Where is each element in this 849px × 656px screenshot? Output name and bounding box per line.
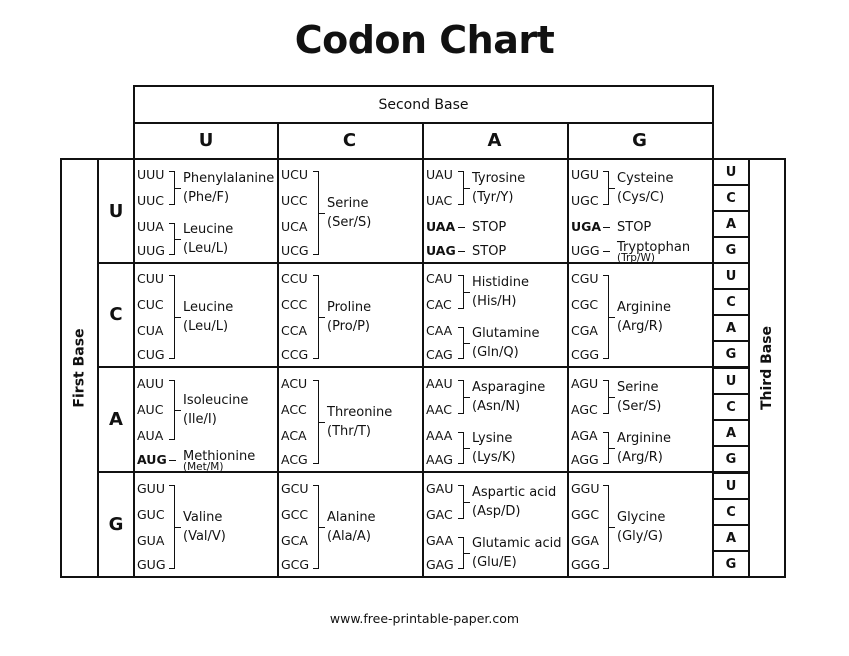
codon: UGC (571, 193, 599, 208)
amino-acid-abbr: (Ser/S) (327, 215, 372, 230)
codon: UUA (137, 219, 164, 234)
codon: CUA (137, 323, 164, 338)
codon: GAA (426, 533, 454, 548)
bracket-tick (175, 527, 181, 528)
bracket-tick (609, 397, 615, 398)
third-base-a-u: U (712, 367, 750, 395)
codon: CCG (281, 347, 309, 362)
amino-acid-abbr: (Lys/K) (472, 450, 516, 465)
codon: AUU (137, 376, 164, 391)
amino-acid-name: Isoleucine (183, 393, 249, 408)
codon: UAC (426, 193, 453, 208)
amino-acid-name: Serine (617, 380, 659, 395)
codon: UUG (137, 243, 165, 258)
codon: GAC (426, 507, 453, 522)
codon: UAU (426, 167, 453, 182)
codon: CGA (571, 323, 598, 338)
amino-acid-abbr: (Ile/I) (183, 412, 217, 427)
amino-acid (617, 378, 661, 416)
amino-acid-name: Phenylalanine (183, 171, 275, 186)
amino-acid-name: STOP (472, 220, 507, 235)
amino-acid-name: Cysteine (617, 171, 674, 186)
bracket-tick (175, 239, 181, 240)
bracket-tick (609, 448, 615, 449)
page-title: Codon Chart (294, 18, 555, 62)
amino-acid-name: STOP (617, 220, 652, 235)
bracket-tick (464, 188, 470, 189)
codon: CAG (426, 347, 453, 362)
amino-acid-abbr: (Trp/W) (617, 252, 655, 264)
amino-acid (183, 391, 248, 429)
codon: GUU (137, 481, 165, 496)
third-base-g-c: C (712, 498, 750, 526)
codon: CGU (571, 271, 599, 286)
codon: CGC (571, 297, 599, 312)
amino-acid-abbr: (Met/M) (183, 461, 224, 473)
amino-acid (183, 169, 274, 207)
third-base-a-a: A (712, 419, 750, 447)
codon: CAU (426, 271, 453, 286)
amino-acid-name: Glycine (617, 510, 666, 525)
amino-acid-abbr: (Tyr/Y) (472, 190, 514, 205)
codon: ACG (281, 452, 308, 467)
amino-acid-name: Asparagine (472, 380, 546, 395)
amino-acid-abbr: (Val/V) (183, 529, 226, 544)
amino-acid-name: Leucine (183, 300, 234, 315)
amino-acid-name: Arginine (617, 300, 671, 315)
amino-acid-abbr: (Ser/S) (617, 399, 662, 414)
amino-acid-abbr: (Ala/A) (327, 529, 371, 544)
third-base-g-u: U (712, 472, 750, 500)
amino-acid (617, 298, 671, 336)
amino-acid (617, 169, 674, 207)
bracket-dash (603, 251, 610, 252)
amino-acid (617, 429, 671, 467)
codon: GGA (571, 533, 599, 548)
second-base-g: G (567, 122, 714, 160)
first-base-a: A (97, 367, 135, 473)
codon: GGG (571, 557, 601, 572)
amino-acid (472, 534, 562, 572)
first-base-u: U (97, 158, 135, 264)
amino-acid (183, 220, 233, 258)
amino-acid (183, 508, 226, 546)
codon: AAG (426, 452, 453, 467)
third-base-c-u: U (712, 262, 750, 290)
third-base-c-g: G (712, 340, 750, 368)
codon: CUG (137, 347, 165, 362)
third-base-a-g: G (712, 445, 750, 473)
amino-acid-abbr: (Leu/L) (183, 319, 229, 334)
codon: UUC (137, 193, 165, 208)
bracket-tick (319, 422, 325, 423)
amino-acid-abbr: (Phe/F) (183, 190, 230, 205)
third-base-label: Third Base (759, 325, 775, 411)
amino-acid-name: Proline (327, 300, 372, 315)
codon: AAA (426, 428, 453, 443)
third-base-u-c: C (712, 184, 750, 212)
amino-acid-name: Tyrosine (472, 171, 526, 186)
amino-acid (472, 378, 545, 416)
amino-acid-name: Threonine (327, 405, 393, 420)
bracket-dash (169, 460, 176, 461)
bracket-tick (464, 502, 470, 503)
amino-acid-name: Aspartic acid (472, 485, 557, 500)
amino-acid-name: Valine (183, 510, 223, 525)
amino-acid-name: Methionine (183, 449, 256, 464)
amino-acid-name: Glutamine (472, 326, 540, 341)
codon: AGA (571, 428, 598, 443)
codon: AGC (571, 402, 598, 417)
third-base-u-g: G (712, 236, 750, 264)
amino-acid (327, 403, 392, 441)
codon: GUC (137, 507, 165, 522)
amino-acid (472, 273, 529, 311)
amino-acid-name: Lysine (472, 431, 513, 446)
amino-acid-abbr: (Asn/N) (472, 399, 521, 414)
codon: UCA (281, 219, 308, 234)
second-base-c: C (277, 122, 424, 160)
amino-acid-abbr: (Gly/G) (617, 529, 663, 544)
bracket-dash (458, 251, 465, 252)
codon: GGC (571, 507, 600, 522)
amino-acid (183, 451, 255, 473)
footer-url: www.free-printable-paper.com (329, 611, 520, 626)
codon: GCC (281, 507, 309, 522)
amino-acid (327, 508, 376, 546)
amino-acid-abbr: (Cys/C) (617, 190, 665, 205)
codon: GAU (426, 481, 454, 496)
amino-acid-name: Leucine (183, 222, 234, 237)
amino-acid-abbr: (Gln/Q) (472, 345, 519, 360)
third-base-u-u: U (712, 158, 750, 186)
amino-acid (183, 298, 233, 336)
amino-acid-name: Tryptophan (617, 240, 691, 255)
third-base-c-a: A (712, 314, 750, 342)
codon: GGU (571, 481, 600, 496)
bracket-tick (319, 213, 325, 214)
third-base-a-c: C (712, 393, 750, 421)
amino-acid-abbr: (Glu/E) (472, 555, 517, 570)
amino-acid (472, 169, 525, 207)
amino-acid-abbr: (Leu/L) (183, 241, 229, 256)
amino-acid (327, 298, 371, 336)
bracket-dash (603, 227, 610, 228)
bracket-tick (609, 188, 615, 189)
amino-acid (472, 429, 516, 467)
codon: GUA (137, 533, 165, 548)
bracket-tick (319, 317, 325, 318)
codon: GAG (426, 557, 454, 572)
codon: CCA (281, 323, 308, 338)
bracket-tick (464, 397, 470, 398)
codon: UAG (426, 243, 456, 258)
amino-acid (472, 324, 540, 362)
amino-acid-abbr: (Arg/R) (617, 319, 663, 334)
codon: ACC (281, 402, 307, 417)
codon: AGG (571, 452, 599, 467)
amino-acid-name: Arginine (617, 431, 671, 446)
amino-acid-name: Glutamic acid (472, 536, 562, 551)
third-base-g-g: G (712, 550, 750, 578)
bracket-dash (458, 227, 465, 228)
amino-acid-abbr: (Pro/P) (327, 319, 370, 334)
amino-acid-abbr: (Thr/T) (327, 424, 371, 439)
bracket-tick (609, 317, 615, 318)
first-base-label: First Base (71, 328, 88, 408)
amino-acid (617, 508, 665, 546)
amino-acid-abbr: (Arg/R) (617, 450, 663, 465)
amino-acid-name: Alanine (327, 510, 376, 525)
codon: AAU (426, 376, 453, 391)
amino-acid (327, 194, 371, 232)
bracket-tick (609, 527, 615, 528)
third-base-u-a: A (712, 210, 750, 238)
codon: CCU (281, 271, 308, 286)
codon: CAA (426, 323, 453, 338)
codon: UGG (571, 243, 600, 258)
first-base-g: G (97, 472, 135, 578)
bracket-tick (464, 292, 470, 293)
codon: UCC (281, 193, 308, 208)
amino-acid-abbr: (Asp/D) (472, 504, 521, 519)
codon: UCU (281, 167, 309, 182)
codon: CCC (281, 297, 308, 312)
amino-acid-name: STOP (472, 244, 507, 259)
codon: CUU (137, 271, 165, 286)
bracket-tick (464, 343, 470, 344)
bracket-tick (464, 448, 470, 449)
codon: GUG (137, 557, 166, 572)
amino-acid (472, 483, 556, 521)
first-base-c: C (97, 262, 135, 368)
codon: AUG (137, 452, 167, 467)
bracket-tick (319, 527, 325, 528)
codon: UCG (281, 243, 309, 258)
first-base-label-wrap (60, 158, 99, 578)
codon: UGU (571, 167, 599, 182)
second-base-header: Second Base (133, 85, 714, 124)
codon: AUC (137, 402, 164, 417)
third-base-c-c: C (712, 288, 750, 316)
amino-acid-name: Histidine (472, 275, 529, 290)
codon: UGA (571, 219, 602, 234)
codon: AGU (571, 376, 599, 391)
codon: CUC (137, 297, 164, 312)
second-base-u: U (133, 122, 279, 160)
second-base-a: A (422, 122, 569, 160)
amino-acid-abbr: (His/H) (472, 294, 517, 309)
third-base-label-wrap (748, 158, 786, 578)
codon: GCG (281, 557, 310, 572)
bracket-tick (464, 553, 470, 554)
bracket-tick (175, 317, 181, 318)
bracket-tick (175, 188, 181, 189)
codon: UAA (426, 219, 456, 234)
codon: AAC (426, 402, 452, 417)
codon: GCA (281, 533, 308, 548)
third-base-g-a: A (712, 524, 750, 552)
codon: UUU (137, 167, 165, 182)
codon: ACA (281, 428, 307, 443)
codon: CGG (571, 347, 600, 362)
amino-acid-name: Serine (327, 196, 369, 211)
bracket-tick (175, 410, 181, 411)
amino-acid (617, 242, 690, 264)
codon: CAC (426, 297, 452, 312)
codon: ACU (281, 376, 308, 391)
codon: GCU (281, 481, 309, 496)
codon: AUA (137, 428, 164, 443)
